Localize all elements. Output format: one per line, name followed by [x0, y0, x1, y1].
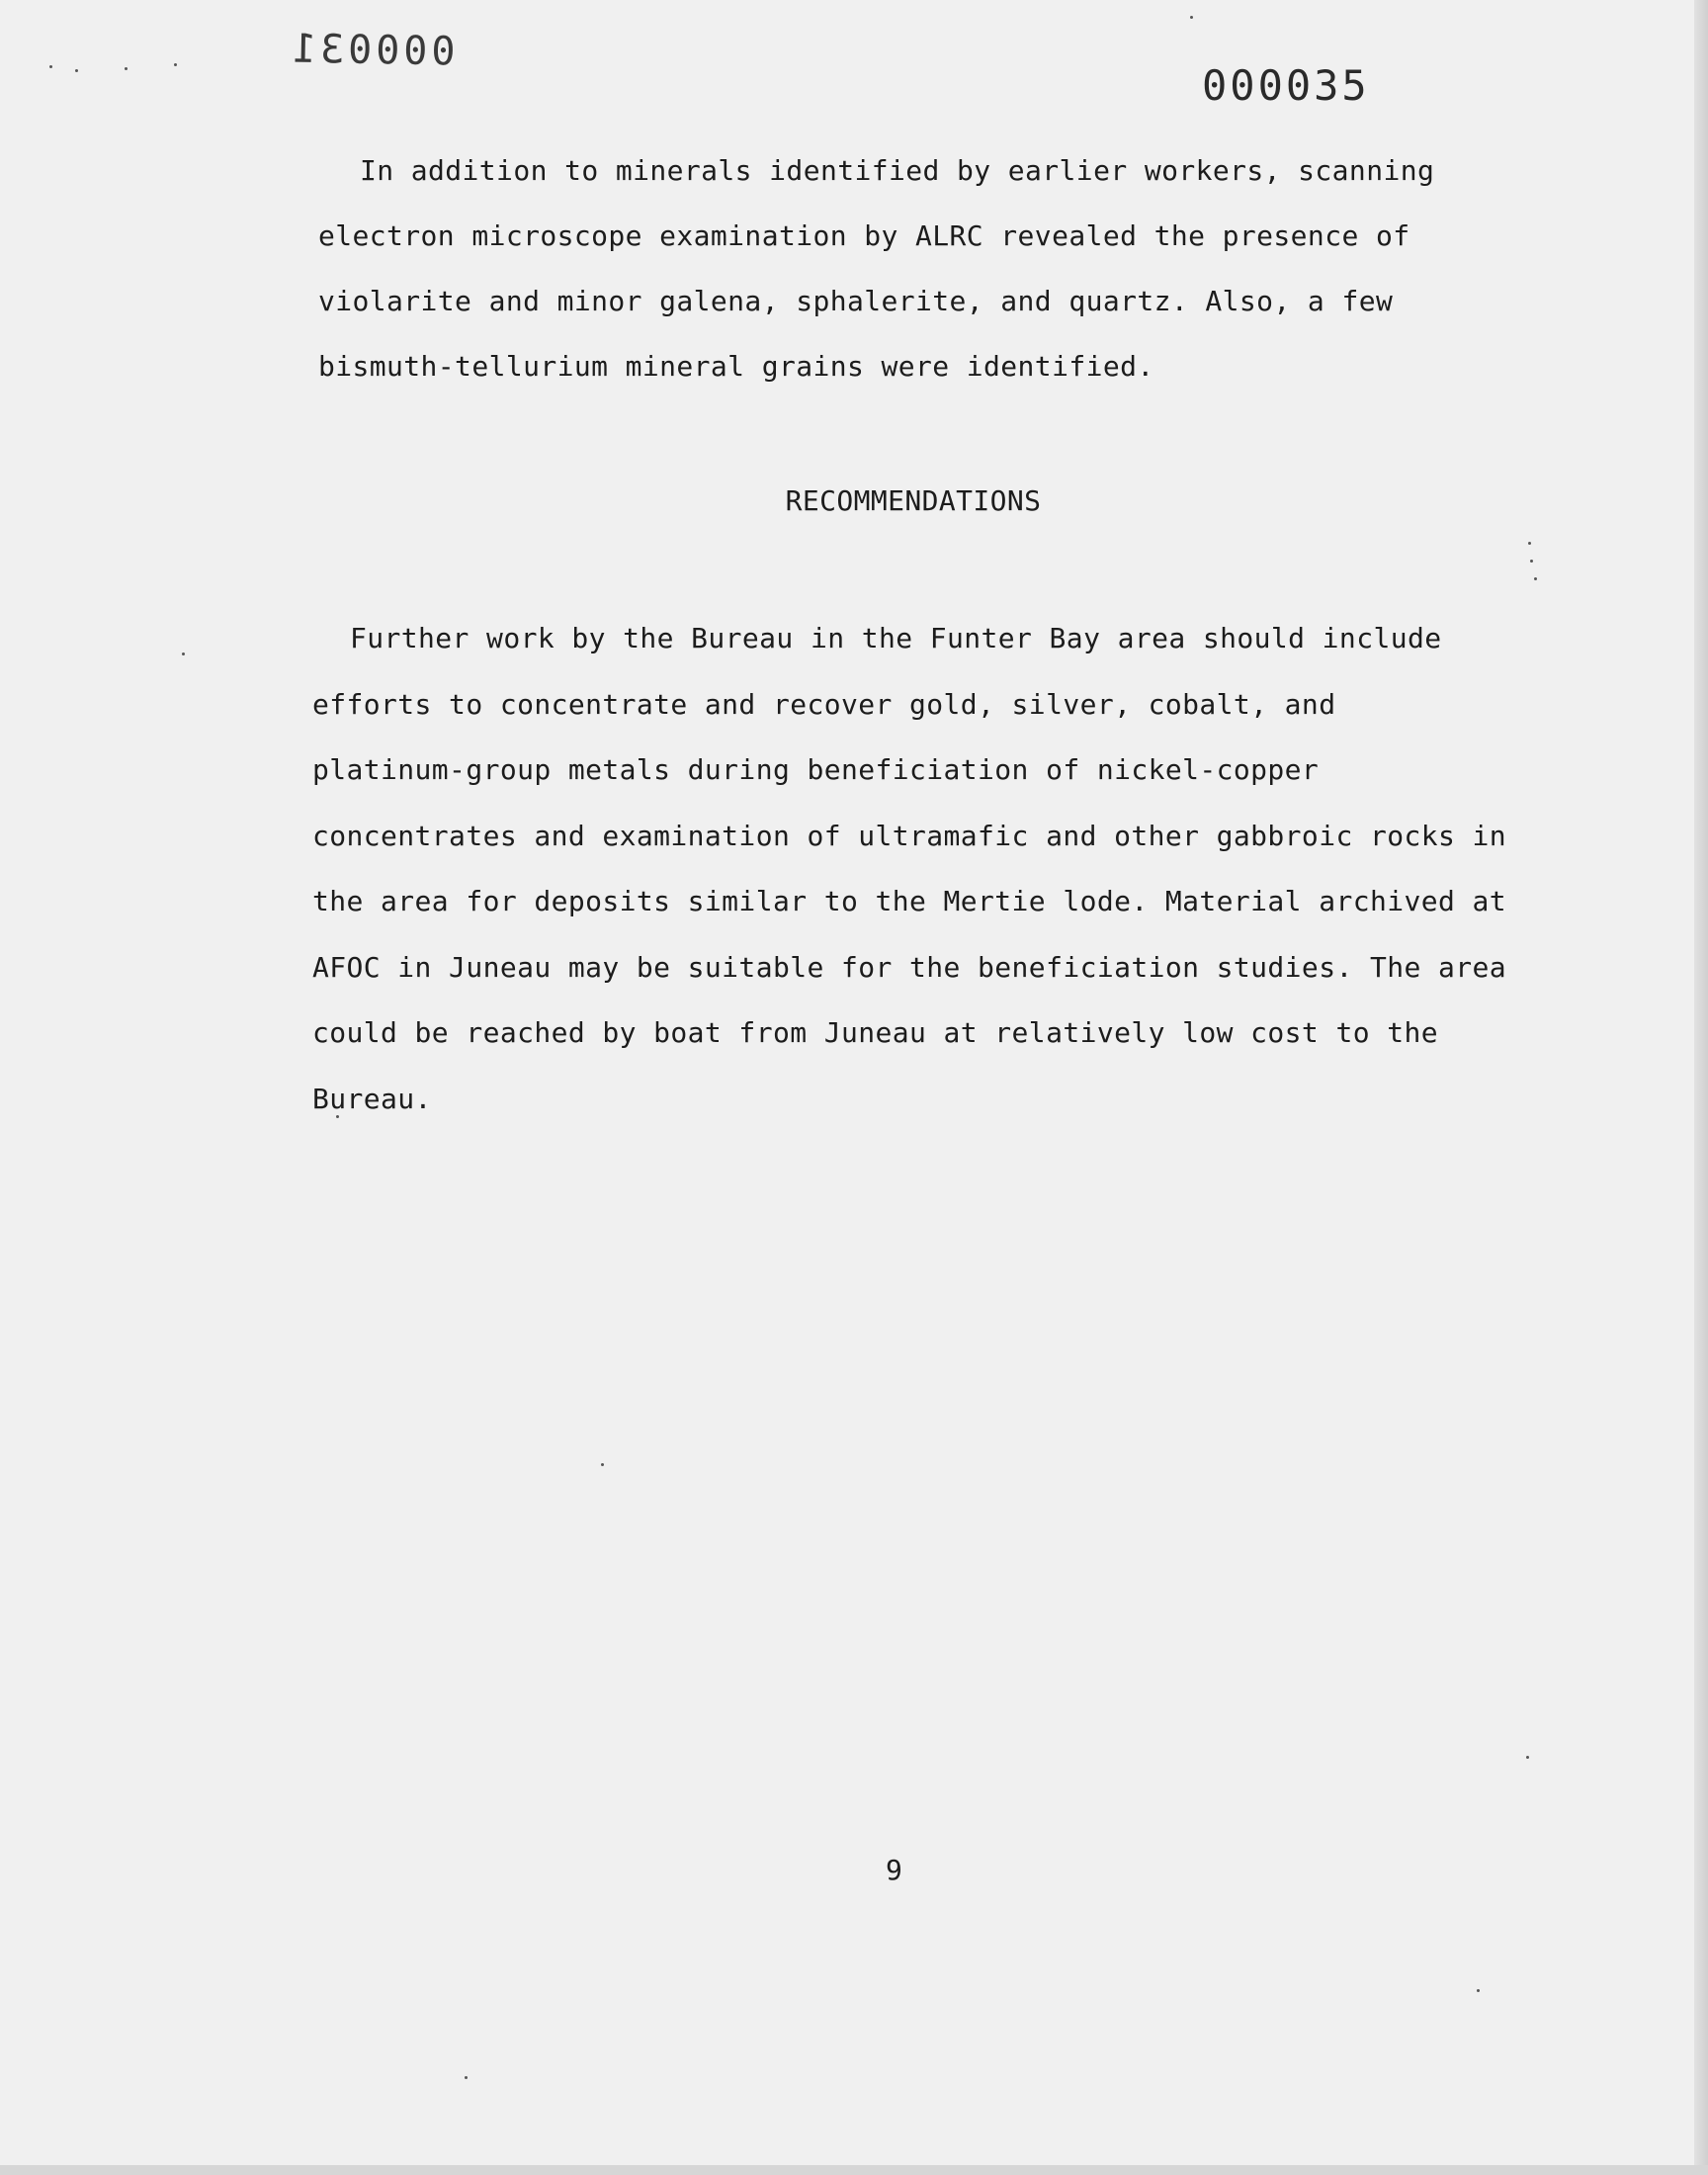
paragraph-line: Further work by the Bureau in the Funter Bay area should include: [350, 622, 1442, 654]
scan-speck: [174, 63, 177, 66]
paragraph-line: bismuth-tellurium mineral grains were identified.: [318, 350, 1154, 383]
mirrored-stamp-number: 000031: [288, 26, 456, 75]
paragraph-line: violarite and minor galena, sphalerite, and quartz. Also, a few: [318, 285, 1394, 317]
paragraph-line: Bureau.: [312, 1082, 432, 1115]
paragraph-recommendations: [312, 606, 1506, 1132]
scan-speck: [601, 1463, 604, 1466]
scan-speck: [336, 1115, 339, 1118]
paragraph-line: efforts to concentrate and recover gold, silver, cobalt, and: [312, 687, 1336, 721]
scan-edge: [0, 2165, 1708, 2175]
scan-speck: [125, 67, 128, 70]
paragraph-line: the area for deposits similar to the Mertie lode. Material archived at: [312, 885, 1507, 917]
stamp-number: 000035: [1202, 61, 1370, 110]
page-number: 9: [886, 1854, 902, 1886]
scan-speck: [1477, 1989, 1480, 1992]
paragraph-line: could be reached by boat from Juneau at relatively low cost to the: [312, 1016, 1438, 1049]
scan-speck: [1530, 560, 1533, 563]
scan-speck: [1534, 577, 1537, 580]
scan-speck: [1528, 542, 1531, 545]
scan-speck: [1190, 16, 1193, 19]
scan-speck: [465, 2076, 468, 2079]
scan-speck: [1526, 1756, 1529, 1759]
paragraph-line: concentrates and examination of ultramafic and other gabbroic rocks in: [312, 819, 1507, 852]
scan-speck: [49, 65, 52, 68]
section-heading: RECOMMENDATIONS: [785, 484, 1042, 517]
paragraph-line: AFOC in Juneau may be suitable for the beneficiation studies. The area: [312, 950, 1507, 984]
paragraph-minerals: [318, 138, 1434, 399]
paragraph-line: In addition to minerals identified by earlier workers, scanning: [360, 154, 1435, 187]
scan-speck: [75, 69, 78, 72]
paragraph-line: platinum-group metals during beneficiation of nickel-copper: [312, 753, 1320, 786]
paragraph-line: electron microscope examination by ALRC revealed the presence of: [318, 219, 1410, 252]
scan-edge: [1694, 0, 1708, 2175]
scan-speck: [182, 652, 185, 655]
